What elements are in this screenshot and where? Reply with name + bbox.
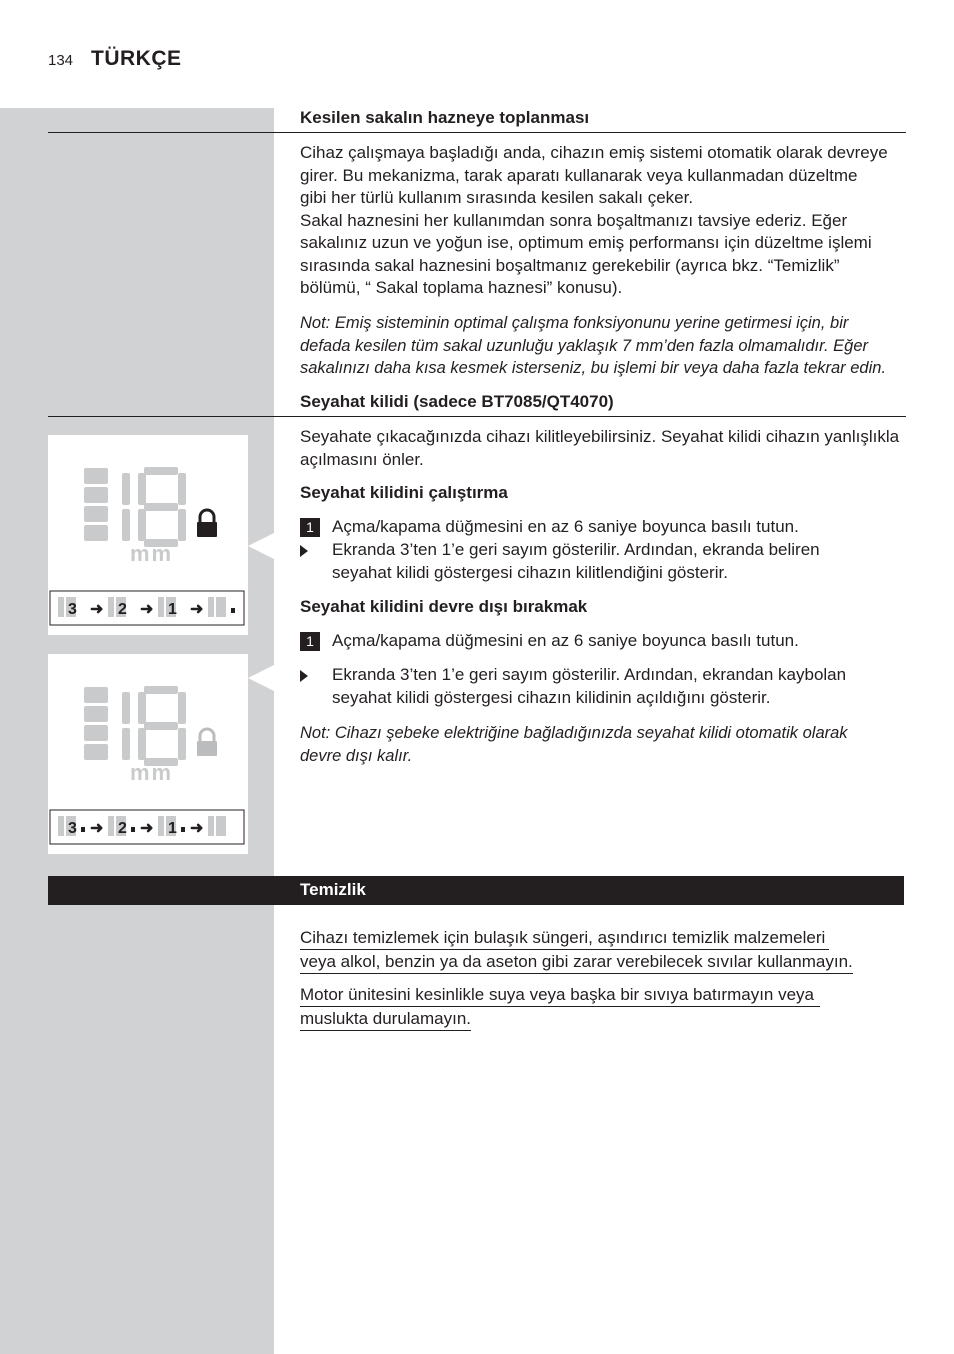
heading-rule bbox=[48, 416, 906, 417]
svg-text:➜: ➜ bbox=[90, 601, 104, 618]
warning-cleaning-agents: Cihazı temizlemek için bulaşık süngeri, aşındırıcı temizlik malzemeleri veya alkol, benzin ya da aseton gibi zarar verebilecek sıvılar kullanmayın. bbox=[300, 926, 853, 974]
illustration-pointer bbox=[248, 532, 276, 560]
bullet-arrow-icon bbox=[300, 545, 308, 557]
section-heading-cleaning: Temizlik bbox=[300, 880, 366, 899]
note-travel-lock-mains: Not: Cihazı şebeke elektriğine bağladığınızda seyahat kilidi otomatik olarak devre dışı kalır. bbox=[300, 724, 848, 765]
note-suction-system: Not: Emiş sisteminin optimal çalışma fonksiyonunu yerine getirmesi için, bir defada kesilen tüm sakal uzunluğu yaklaşık 7 mm’den fazla olmamalıdır. Eğer sakalınızı daha kısa kesmek isterseniz, bu işlemi bir veya daha fazla tekrar edin. bbox=[300, 314, 887, 377]
paragraph-beard-collection: Cihaz çalışmaya başladığı anda, cihazın emiş sistemi otomatik olarak devreye girer. Bu mekanizma, tarak aparatı kullanarak veya kullanmadan düzeltme gibi her türlü kullanım sırasında kesilen sakalı çeker. Sakal haznesini her kullanımdan sonra boşaltmanızı tavsiye ederiz. Eğer sakalınız uzun ve yoğun ise, optimum emiş performansı için düzeltme işlemi sırasında sakal haznesini boşaltmanız gerekebilir (ayrıca bkz. “Temizlik” bölümü, “ Sakal toplama haznesi” konusu). bbox=[300, 143, 888, 297]
subheading-deactivate-lock: Seyahat kilidini devre dışı bırakmak bbox=[300, 597, 588, 616]
section-heading-beard-collection: Kesilen sakalın hazneye toplanması bbox=[300, 108, 590, 127]
svg-text:3: 3 bbox=[68, 820, 77, 837]
svg-text:1: 1 bbox=[168, 601, 177, 618]
display-illustration-locked bbox=[48, 435, 248, 635]
svg-text:➜: ➜ bbox=[190, 820, 204, 837]
subheading-activate-lock: Seyahat kilidini çalıştırma bbox=[300, 483, 508, 502]
paragraph-travel-lock-intro: Seyahate çıkacağınızda cihazı kilitleyebilirsiniz. Seyahat kilidi cihazın yanlışlıkla açılmasını önler. bbox=[300, 427, 900, 469]
page-number: 134 bbox=[48, 52, 74, 69]
svg-text:➜: ➜ bbox=[190, 601, 204, 618]
svg-text:➜: ➜ bbox=[140, 820, 154, 837]
warning-motor-unit: Motor ünitesini kesinlikle suya veya başka bir sıvıya batırmayın veya muslukta durulamayın. bbox=[300, 983, 820, 1031]
section-heading-travel-lock: Seyahat kilidi (sadece BT7085/QT4070) bbox=[300, 392, 614, 411]
display-illustration-unlocked bbox=[48, 654, 248, 854]
display-lock-on-icon bbox=[48, 435, 248, 635]
svg-text:mm: mm bbox=[130, 541, 174, 566]
svg-text:2: 2 bbox=[118, 820, 127, 837]
section-bar-cleaning bbox=[48, 876, 904, 905]
svg-text:➜: ➜ bbox=[90, 820, 104, 837]
display-lock-off-icon bbox=[48, 654, 248, 854]
heading-rule bbox=[48, 132, 906, 133]
svg-text:1: 1 bbox=[168, 820, 177, 837]
step-number-badge: 1 bbox=[300, 518, 320, 537]
step-text: Açma/kapama düğmesini en az 6 saniye boyunca basılı tutun. bbox=[332, 631, 799, 650]
illustration-pointer bbox=[248, 664, 276, 692]
svg-text:2: 2 bbox=[118, 601, 127, 618]
svg-text:3: 3 bbox=[68, 601, 77, 618]
step-text: Açma/kapama düğmesini en az 6 saniye boyunca basılı tutun. bbox=[332, 517, 799, 536]
page-language-title: TÜRKÇE bbox=[91, 47, 182, 70]
bullet-arrow-icon bbox=[300, 670, 308, 682]
svg-text:➜: ➜ bbox=[140, 601, 154, 618]
step-number-badge: 1 bbox=[300, 632, 320, 651]
svg-text:mm: mm bbox=[130, 760, 174, 785]
